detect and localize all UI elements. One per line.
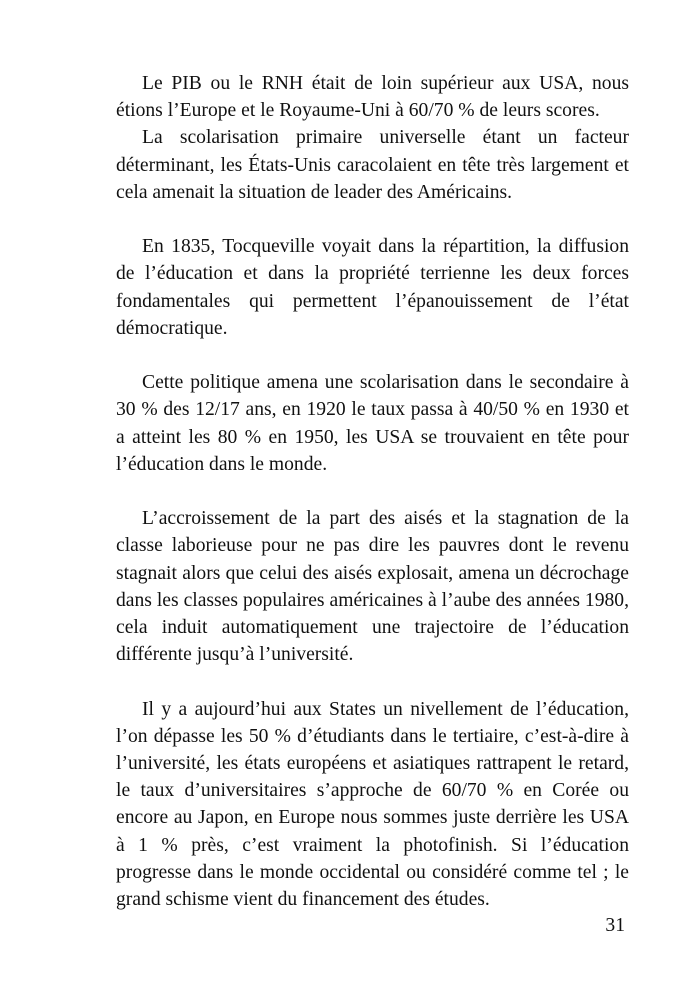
paragraph-gdp: Le PIB ou le RNH était de loin supérieur aux USA, nous étions l’Europe et le Royaume-Uni à 60/70 % de leurs scores. — [116, 73, 629, 122]
paragraph-secondary-schooling: Cette politique amena une scolarisation dans le secondaire à 30 % des 12/17 ans, en 1920 le taux passa à 40/50 % en 1930 et a atteint les 80 % en 1950, les USA se trouvaient en tête pour l’éducation dans le monde. — [116, 372, 629, 475]
paragraph-tocqueville: En 1835, Tocqueville voyait dans la répartition, la diffusion de l’éducation et dans la propriété terrienne les deux forces fondamentales qui permettent l’épanouissement de l’état démocratique. — [116, 236, 629, 339]
paragraph-tertiary-education: Il y a aujourd’hui aux States un nivellement de l’éducation, l’on dépasse les 50 % d’étudiants dans le tertiaire, c’est-à-dire à l’université, les états européens et asiatiques rattrapent le retard, le taux d’universitaires s’approche de 60/70 % en Corée ou encore au Japon, en Europe nous sommes juste derrière les USA à 1 % près, c’est vraiment la photofinish. Si l’éducation progresse dans le monde occidental ou considéré comme tel ; le grand schisme vient du financement des études. — [116, 698, 629, 911]
paragraph-primary-schooling: La scolarisation primaire universelle étant un facteur déterminant, les États-Unis caracolaient en tête très largement et cela amenait la situation de leader des Américains. — [116, 127, 629, 203]
page-body — [116, 70, 629, 913]
paragraph-inequality: L’accroissement de la part des aisés et la stagnation de la classe laborieuse pour ne pas dire les pauvres dont le revenu stagnait alors que celui des aisés explosait, amena un décrochage dans les classes populaires américaines à l’aube des années 1980, cela induit automatiquement une trajectoire de l’éducation différente jusqu’à l’université. — [116, 508, 629, 666]
page-number: 31 — [605, 915, 625, 936]
